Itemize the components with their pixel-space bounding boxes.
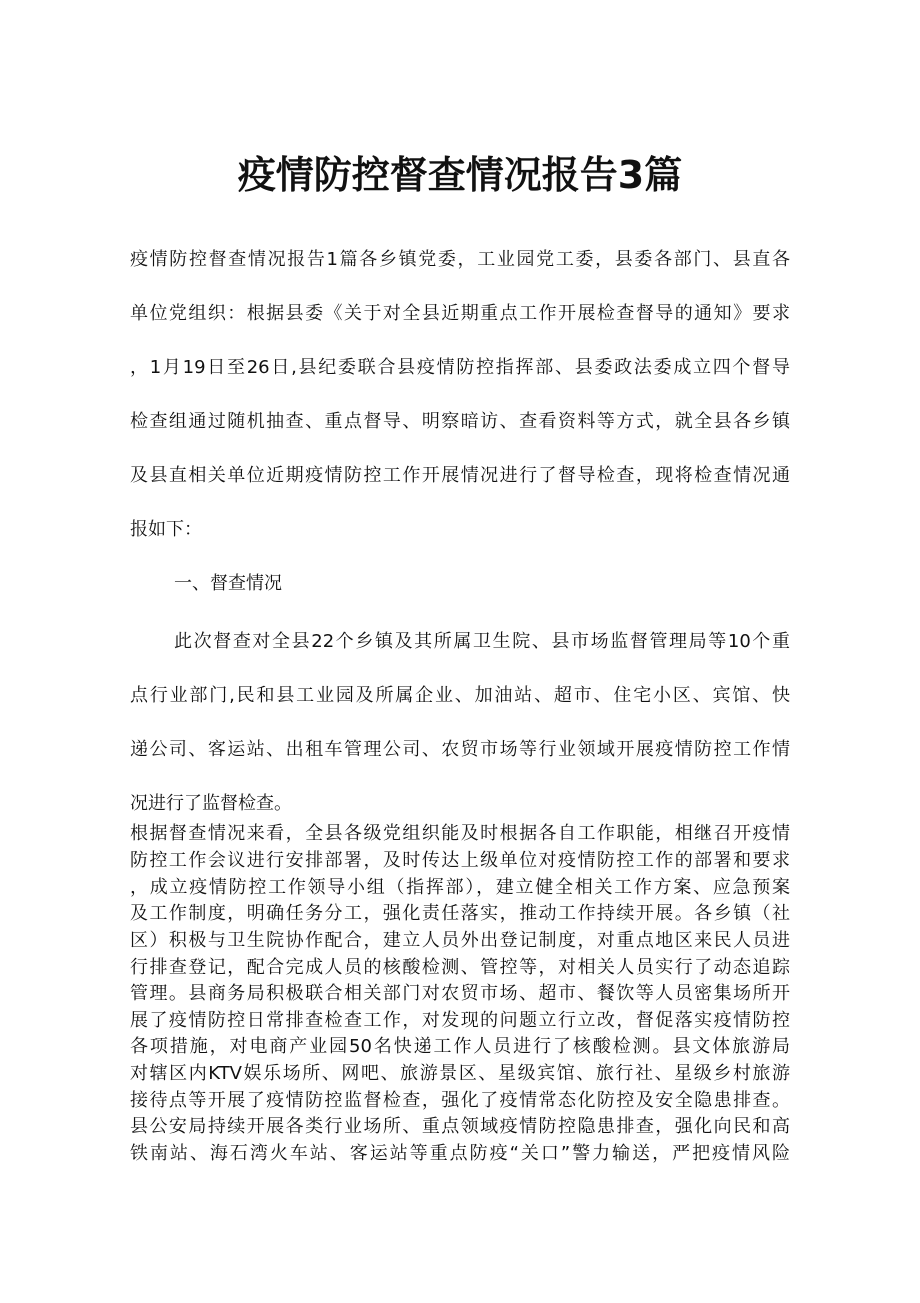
text-line: 及县直相关单位近期疫情防控工作开展情况进行了督导检查，现将检查情况通 (130, 465, 790, 486)
text-line: 此次督查对全县22个乡镇及其所属卫生院、县市场监督管理局等10个重 (174, 631, 790, 652)
text-line: 管理。县商务局积极联合相关部门对农贸市场、超市、餐饮等人员密集场所开 (130, 983, 790, 1004)
text-line: ，成立疫情防控工作领导小组（指挥部），建立健全相关工作方案、应急预案 (130, 877, 790, 898)
document-title: 疫情防控督查情况报告3篇 (237, 153, 683, 198)
text-line: 况进行了监督检查。 (130, 793, 292, 814)
text-line: 疫情防控督查情况报告1篇各乡镇党委，工业园党工委，县委各部门、县直各 (130, 249, 790, 270)
text-line: 单位党组织：根据县委《关于对全县近期重点工作开展检查督导的通知》要求 (130, 303, 790, 324)
text-line: 及工作制度，明确任务分工，强化责任落实，推动工作持续开展。各乡镇（社 (130, 903, 790, 924)
text-line: 点行业部门,民和县工业园及所属企业、加油站、超市、住宅小区、宾馆、快 (130, 685, 790, 706)
text-line: 区）积极与卫生院协作配合，建立人员外出登记制度，对重点地区来民人员进 (130, 930, 790, 951)
text-line: 行排查登记，配合完成人员的核酸检测、管控等，对相关人员实行了动态追踪 (130, 957, 790, 978)
text-line: 县公安局持续开展各类行业场所、重点领域疫情防控隐患排查，强化向民和高 (130, 1116, 790, 1137)
text-line: 根据督查情况来看，全县各级党组织能及时根据各自工作职能，相继召开疫情 (130, 823, 790, 844)
text-line: 展了疫情防控日常排查检查工作，对发现的问题立行立改，督促落实疫情防控 (130, 1010, 790, 1031)
text-line: 检查组通过随机抽查、重点督导、明察暗访、查看资料等方式，就全县各乡镇 (130, 411, 790, 432)
text-line: 各项措施，对电商产业园50名快递工作人员进行了核酸检测。县文体旅游局 (130, 1036, 790, 1057)
text-line: 铁南站、海石湾火车站、客运站等重点防疫“关口”警力输送，严把疫情风险 (130, 1143, 790, 1164)
text-line: ，1月19日至26日,县纪委联合县疫情防控指挥部、县委政法委成立四个督导 (130, 357, 790, 378)
text-line: 防控工作会议进行安排部署，及时传达上级单位对疫情防控工作的部署和要求 (130, 850, 790, 871)
section-heading: 一、督查情况 (174, 573, 282, 594)
text-line: 接待点等开展了疫情防控监督检查，强化了疫情常态化防控及安全隐患排查。 (130, 1090, 790, 1111)
text-line: 报如下： (130, 519, 202, 540)
text-line: 递公司、客运站、出租车管理公司、农贸市场等行业领域开展疫情防控工作情 (130, 739, 790, 760)
text-line: 对辖区内KTV娱乐场所、网吧、旅游景区、星级宾馆、旅行社、星级乡村旅游 (130, 1063, 790, 1084)
